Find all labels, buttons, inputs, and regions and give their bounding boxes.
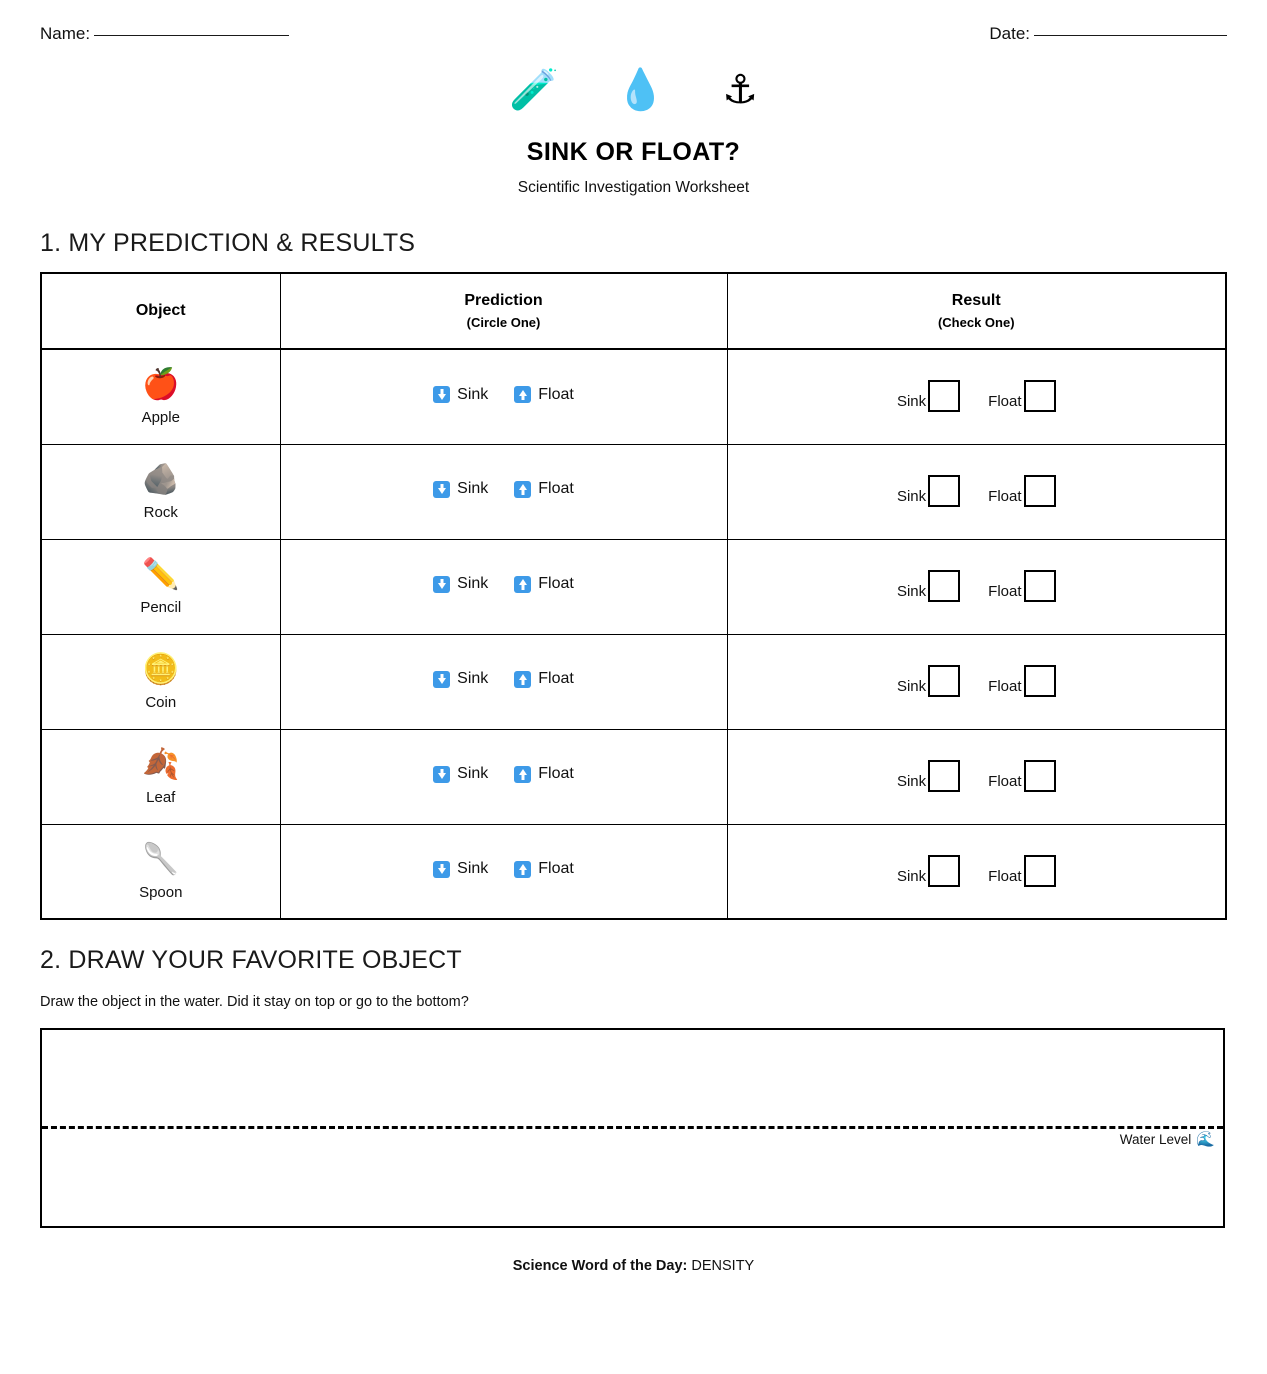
prediction-float-label: Float	[538, 860, 574, 877]
prediction-results-table	[40, 272, 1227, 920]
table-row	[41, 444, 1226, 539]
column-header-prediction-title: Prediction	[464, 292, 543, 310]
column-header-result	[727, 273, 1226, 349]
prediction-cell	[280, 444, 727, 539]
name-label: Name:	[40, 24, 91, 43]
result-option-sink[interactable]	[897, 380, 960, 412]
result-sink-checkbox[interactable]	[928, 570, 960, 602]
page-title: SINK OR FLOAT?	[526, 138, 741, 166]
object-label: Apple	[141, 409, 180, 427]
page-subtitle: Scientific Investigation Worksheet	[517, 179, 750, 196]
result-sink-checkbox[interactable]	[928, 380, 960, 412]
result-sink-label: Sink	[896, 773, 927, 790]
down-arrow-icon	[433, 576, 450, 593]
table-header-row	[41, 273, 1226, 349]
column-header-object	[41, 273, 280, 349]
object-cell	[41, 539, 280, 634]
result-float-checkbox[interactable]	[1024, 760, 1056, 792]
up-arrow-icon	[514, 481, 531, 498]
date-label: Date:	[989, 24, 1030, 43]
result-cell	[727, 444, 1226, 539]
prediction-cell	[280, 824, 727, 919]
result-option-sink[interactable]	[897, 570, 960, 602]
result-cell	[727, 349, 1226, 444]
prediction-cell	[280, 539, 727, 634]
object-cell	[41, 634, 280, 729]
result-sink-label: Sink	[896, 393, 927, 411]
table-row	[41, 539, 1226, 634]
footer-label: Science Word of the Day:	[512, 1258, 688, 1274]
result-float-label: Float	[988, 393, 1022, 411]
result-sink-checkbox[interactable]	[928, 665, 960, 697]
object-emoji-icon: 🪨	[142, 462, 180, 497]
object-cell	[41, 729, 280, 824]
prediction-option-sink[interactable]	[433, 670, 488, 688]
prediction-cell	[280, 349, 727, 444]
result-float-label: Float	[988, 773, 1022, 790]
water-level-label: Water Level	[1119, 1131, 1192, 1147]
prediction-cell	[280, 729, 727, 824]
result-option-float[interactable]	[988, 760, 1055, 792]
prediction-sink-label: Sink	[457, 860, 489, 877]
prediction-float-label: Float	[538, 765, 574, 783]
down-arrow-icon	[433, 386, 450, 403]
worksheet-header	[40, 67, 1227, 197]
result-sink-label: Sink	[896, 488, 927, 505]
result-sink-label: Sink	[896, 678, 927, 695]
column-header-prediction	[280, 273, 727, 349]
result-sink-checkbox[interactable]	[928, 475, 960, 507]
result-cell	[727, 539, 1226, 634]
prediction-option-float[interactable]	[514, 386, 574, 404]
prediction-option-sink[interactable]	[433, 860, 488, 878]
object-emoji-icon: 🍂	[142, 747, 180, 782]
name-field[interactable]	[40, 24, 289, 44]
result-option-float[interactable]	[988, 380, 1055, 412]
result-option-float[interactable]	[988, 570, 1055, 602]
result-sink-checkbox[interactable]	[928, 855, 960, 887]
result-float-label: Float	[988, 678, 1022, 695]
up-arrow-icon	[514, 671, 531, 688]
object-emoji-icon: ✏️	[142, 557, 180, 592]
result-option-sink[interactable]	[897, 475, 960, 507]
result-cell	[727, 634, 1226, 729]
result-option-float[interactable]	[988, 475, 1055, 507]
date-write-line[interactable]	[1034, 35, 1227, 36]
column-header-object-title: Object	[135, 302, 186, 320]
result-float-label: Float	[988, 867, 1022, 885]
wave-icon: 🌊	[1196, 1130, 1215, 1148]
result-sink-label: Sink	[896, 867, 927, 885]
result-float-checkbox[interactable]	[1024, 380, 1056, 412]
result-option-float[interactable]	[988, 855, 1055, 887]
object-cell	[41, 444, 280, 539]
footer-value: DENSITY	[691, 1258, 755, 1274]
result-float-label: Float	[988, 488, 1022, 505]
result-float-checkbox[interactable]	[1024, 570, 1056, 602]
object-label: Leaf	[146, 789, 176, 806]
prediction-option-sink[interactable]	[433, 386, 488, 404]
column-header-prediction-subtitle: (Circle One)	[466, 314, 541, 330]
down-arrow-icon	[433, 671, 450, 688]
up-arrow-icon	[514, 766, 531, 783]
object-emoji-icon: 🪙	[142, 652, 180, 687]
result-option-sink[interactable]	[897, 665, 960, 697]
result-cell	[727, 824, 1226, 919]
column-header-result-subtitle: (Check One)	[937, 314, 1015, 330]
table-row	[41, 349, 1226, 444]
result-option-sink[interactable]	[897, 760, 960, 792]
down-arrow-icon	[433, 766, 450, 783]
section-2-heading: 2. DRAW YOUR FAVORITE OBJECT	[40, 946, 462, 974]
name-write-line[interactable]	[94, 35, 289, 36]
prediction-cell	[280, 634, 727, 729]
water-level-line	[42, 1126, 1223, 1129]
column-header-result-title: Result	[951, 292, 1001, 310]
prediction-option-sink[interactable]	[433, 765, 488, 783]
section-1-heading: 1. MY PREDICTION & RESULTS	[40, 229, 416, 257]
water-level-annotation	[1120, 1130, 1215, 1148]
prediction-option-sink[interactable]	[433, 575, 488, 593]
prediction-sink-label: Sink	[457, 765, 489, 783]
prediction-option-sink[interactable]	[433, 480, 488, 498]
prediction-option-float[interactable]	[514, 575, 574, 593]
result-option-float[interactable]	[988, 665, 1055, 697]
prediction-option-float[interactable]	[514, 670, 574, 688]
object-emoji-icon: 🍎	[142, 367, 180, 403]
prediction-option-float[interactable]	[514, 765, 574, 783]
prediction-sink-label: Sink	[457, 670, 489, 688]
down-arrow-icon	[433, 861, 450, 878]
prediction-float-label: Float	[538, 575, 574, 593]
result-float-checkbox[interactable]	[1024, 665, 1056, 697]
result-float-checkbox[interactable]	[1024, 475, 1056, 507]
prediction-option-float[interactable]	[514, 860, 574, 878]
down-arrow-icon	[433, 481, 450, 498]
result-option-sink[interactable]	[897, 855, 960, 887]
up-arrow-icon	[514, 861, 531, 878]
object-label: Rock	[143, 504, 178, 521]
prediction-sink-label: Sink	[457, 480, 489, 498]
drawing-area[interactable]	[40, 1028, 1225, 1228]
table-row	[41, 634, 1226, 729]
identity-row	[40, 0, 1227, 44]
prediction-sink-label: Sink	[457, 575, 489, 593]
table-row	[41, 729, 1226, 824]
header-emoji-row: 🧪 💧 ⚓	[509, 67, 780, 113]
prediction-option-float[interactable]	[514, 480, 574, 498]
object-cell	[41, 349, 280, 444]
result-float-checkbox[interactable]	[1024, 855, 1056, 887]
object-cell	[41, 824, 280, 919]
result-float-label: Float	[988, 583, 1022, 600]
object-emoji-icon: 🥄	[142, 841, 180, 877]
object-label: Coin	[145, 694, 177, 711]
object-label: Pencil	[140, 599, 182, 616]
object-label: Spoon	[139, 883, 183, 901]
prediction-float-label: Float	[538, 385, 574, 403]
prediction-float-label: Float	[538, 480, 574, 498]
result-sink-label: Sink	[896, 583, 927, 600]
prediction-float-label: Float	[538, 670, 574, 688]
up-arrow-icon	[514, 386, 531, 403]
prediction-sink-label: Sink	[457, 385, 489, 403]
result-cell	[727, 729, 1226, 824]
footer-word-of-the-day	[40, 1258, 1227, 1274]
section-2-instruction: Draw the object in the water. Did it stay on top or go to the bottom?	[40, 994, 469, 1010]
table-row	[41, 824, 1226, 919]
date-field[interactable]	[989, 24, 1227, 44]
up-arrow-icon	[514, 576, 531, 593]
result-sink-checkbox[interactable]	[928, 760, 960, 792]
